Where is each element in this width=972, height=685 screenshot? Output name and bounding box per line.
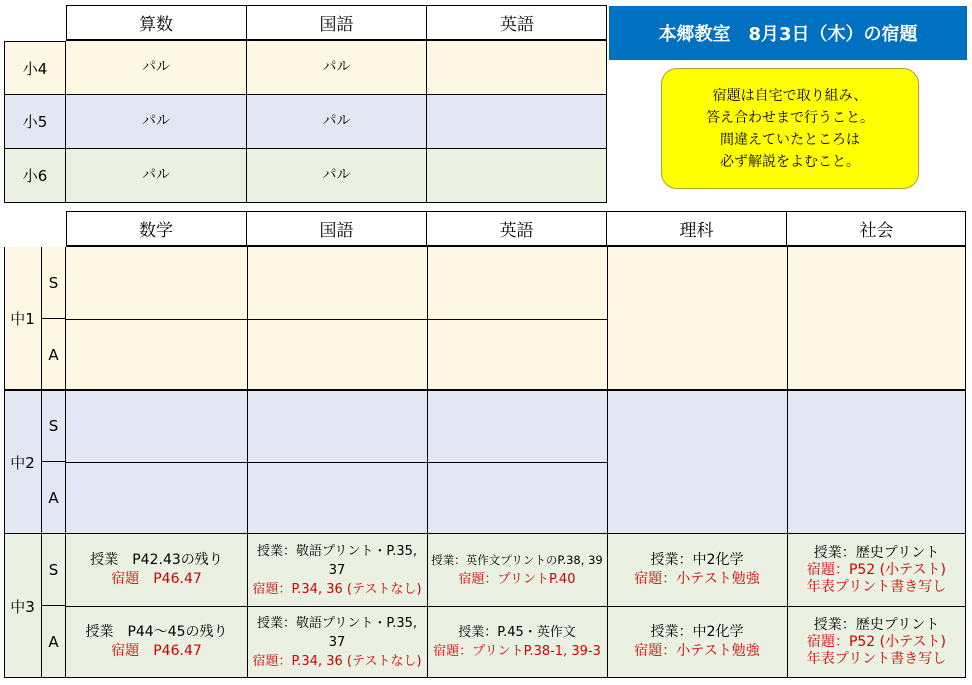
junior-header-social: 社会 (859, 221, 894, 241)
note-line: 間違えていたところは (720, 131, 860, 148)
elementary-cell (247, 95, 427, 149)
class-label-a: A (42, 319, 66, 390)
col-divider (607, 390, 608, 534)
homework-text: 宿題：P52 (小テスト) (806, 561, 947, 578)
cell-text: パル (322, 59, 351, 75)
note-line: 必ず解説をよむこと。 (720, 153, 860, 170)
lesson-text: 授業：P.45・英作文 (458, 625, 576, 640)
elementary-cell (427, 41, 607, 95)
lesson-text: 授業：歴史プリント (813, 616, 940, 633)
homework-cell (607, 534, 787, 606)
row-divider (66, 319, 607, 320)
grade-label-j2: 中2 (4, 390, 42, 534)
col-divider (787, 390, 788, 534)
homework-cell (787, 534, 966, 606)
lesson-text: 授業：中2化学 (650, 552, 744, 568)
junior-header-science: 理科 (607, 211, 787, 246)
homework-text: 宿題 P46.47 (111, 571, 202, 587)
note-line: 宿題は自宅で取り組み、 (712, 87, 868, 104)
elementary-header-japanese: 国語 (247, 5, 427, 41)
homework-text: 宿題：プリントP.40 (458, 572, 576, 587)
col-divider (427, 390, 428, 534)
col-divider (427, 247, 428, 390)
homework-text: 宿題：P.34, 36 (テストなし) (252, 581, 422, 597)
homework-cell (427, 534, 607, 606)
homework-text: 宿題：プリントP.38-1, 39-3 (433, 644, 601, 659)
homework-cell (247, 606, 427, 678)
lesson-text: 授業：英作文プリントのP.38, 39 (431, 553, 603, 567)
homework-text: 宿題：小テスト勉強 (634, 643, 760, 659)
homework-note (661, 68, 919, 189)
lesson-text: 授業 P44〜45の残り (85, 624, 228, 640)
cell-text: パル (142, 59, 170, 75)
elementary-cell (66, 95, 247, 149)
lesson-text: 授業：歴史プリント (813, 544, 940, 561)
homework-cell (66, 606, 247, 678)
grade-label-e6: 小6 (4, 149, 66, 203)
homework-text: 宿題：P.34, 36 (テストなし) (252, 653, 422, 669)
elementary-header-math: 算数 (66, 5, 247, 41)
cell-text: パル (142, 113, 170, 129)
page-title: 本郷教室 8月3日（木）の宿題 (609, 6, 967, 60)
cell-text: パル (142, 167, 170, 183)
lesson-text: 授業：中2化学 (650, 624, 744, 640)
elementary-cell (427, 149, 607, 203)
homework-text-extra: 年表プリント書き写し (806, 578, 947, 595)
elementary-cell (247, 41, 427, 95)
grade-label-e5: 小5 (4, 95, 66, 149)
homework-cell (247, 534, 427, 606)
homework-text: 宿題：P52 (小テスト) (806, 633, 947, 650)
row-divider (66, 462, 607, 463)
homework-text: 宿題：小テスト勉強 (634, 571, 760, 587)
grade-label-j3: 中3 (4, 534, 42, 678)
note-line: 答え合わせまで行うこと。 (706, 109, 874, 126)
homework-cell (607, 606, 787, 678)
elementary-cell (427, 95, 607, 149)
junior-header-english: 英語 (427, 211, 607, 246)
cell-text: パル (322, 167, 351, 183)
lesson-text: 授業 P42.43の残り (90, 552, 223, 568)
col-divider (787, 247, 788, 390)
elementary-cell (66, 149, 247, 203)
class-label-a: A (42, 606, 66, 678)
col-divider (247, 247, 248, 390)
junior-header-japanese: 国語 (247, 211, 427, 246)
elementary-cell (247, 149, 427, 203)
class-label-s: S (42, 391, 66, 462)
junior-header-math: 数学 (66, 211, 247, 246)
lesson-text: 授業：敬語プリント・P.35, 37 (256, 615, 418, 650)
elementary-cell (66, 41, 247, 95)
col-divider (247, 390, 248, 534)
homework-text-extra: 年表プリント書き写し (806, 650, 947, 667)
class-label-s: S (42, 247, 66, 319)
grade-label-j1: 中1 (4, 247, 42, 390)
homework-text: 宿題 P46.47 (111, 643, 202, 659)
col-divider (607, 247, 608, 390)
cell-text: パル (322, 113, 351, 129)
grade-label-e4: 小4 (4, 41, 66, 95)
class-label-a: A (42, 462, 66, 533)
elementary-header-english: 英語 (427, 5, 607, 41)
class-label-s: S (42, 534, 66, 606)
lesson-text: 授業：敬語プリント・P.35, 37 (256, 543, 418, 578)
homework-cell (427, 606, 607, 678)
homework-cell (787, 606, 966, 678)
homework-cell (66, 534, 247, 606)
